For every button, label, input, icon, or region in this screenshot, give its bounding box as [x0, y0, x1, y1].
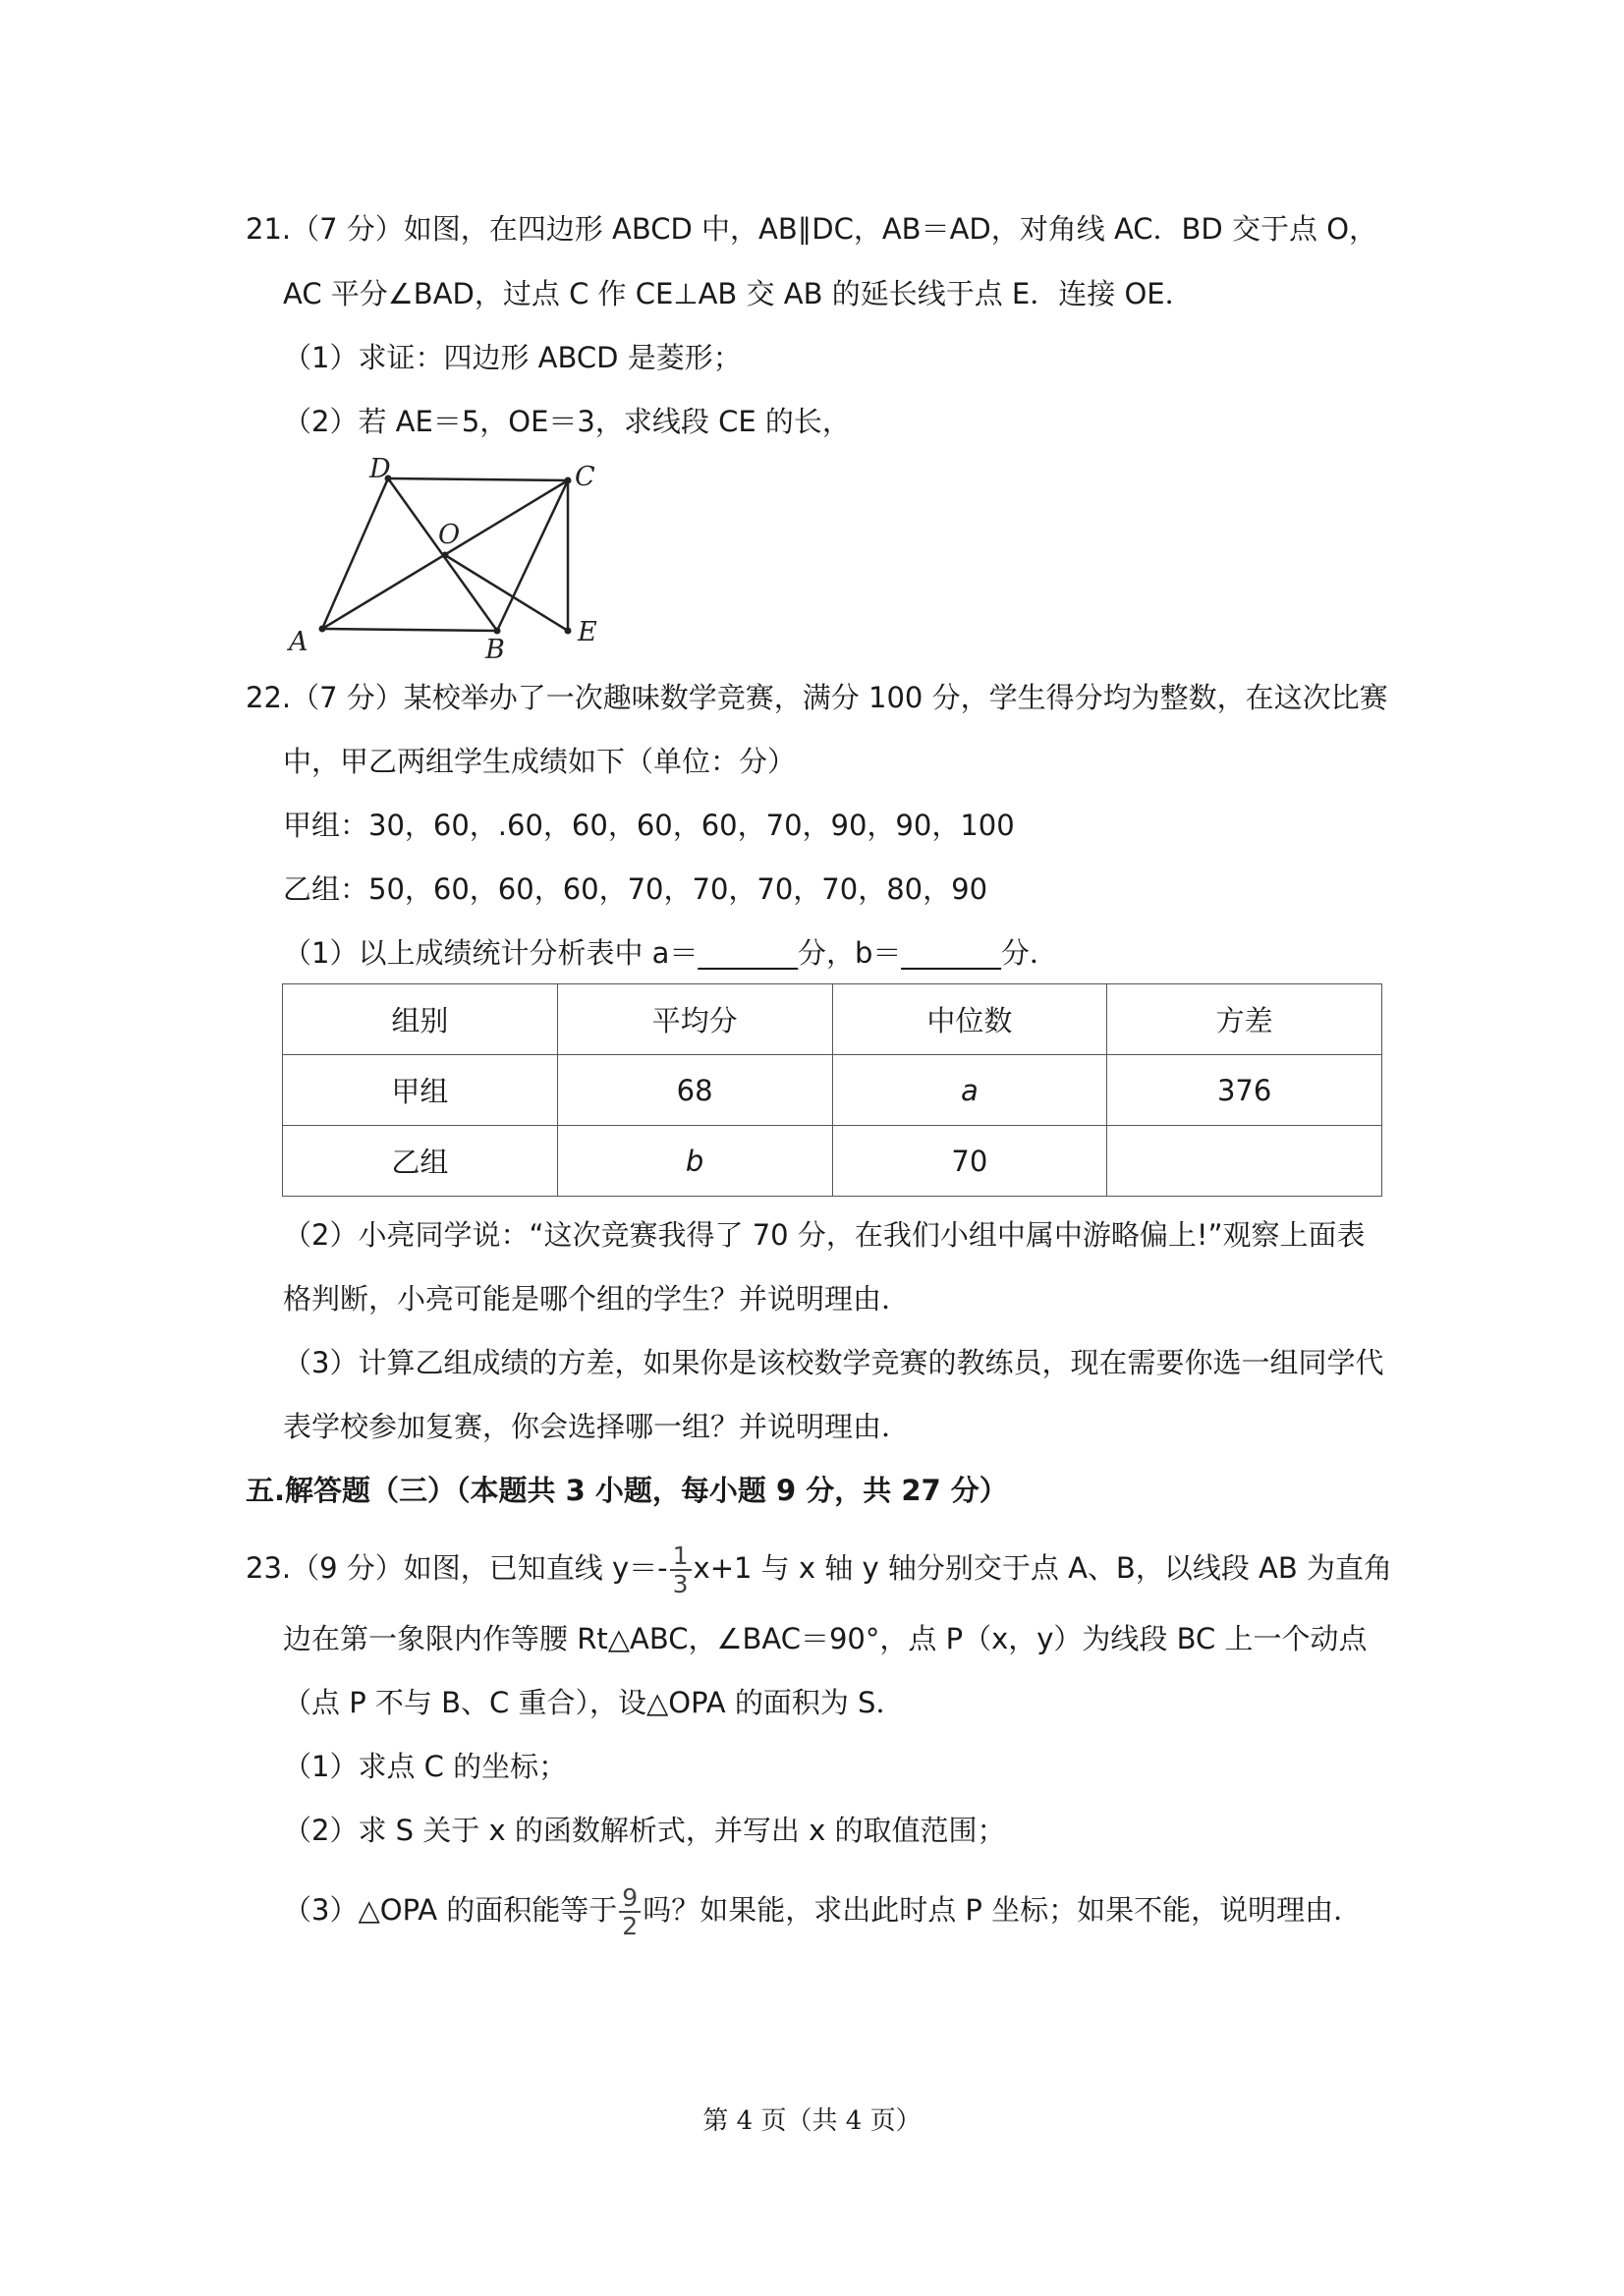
section5-title: 五.解答题（三）（本题共 3 小题，每小题 9 分，共 27 分） [246, 1474, 1008, 1507]
table-cell: a [832, 1055, 1107, 1126]
q22-part3-line1: （3）计算乙组成绩的方差，如果你是该校数学竞赛的教练员，现在需要你选一组同学代 [283, 1346, 1384, 1379]
fraction-nine-halves [619, 1884, 641, 1939]
segment-oe [445, 555, 568, 631]
point-a [319, 626, 326, 633]
table-cell: 376 [1107, 1055, 1382, 1126]
table-row [283, 1055, 1382, 1126]
q23-line1-post: x+1 与 x 轴 y 轴分别交于点 A、B，以线段 AB 为直角 [693, 1551, 1392, 1585]
segment-ae [322, 629, 497, 631]
point-c [565, 477, 572, 484]
q21-line2: AC 平分∠BAD，过点 C 作 CE⊥AB 交 AB 的延长线于点 E．连接 OE． [283, 277, 1194, 310]
q22-stats-table [282, 983, 1382, 1197]
q22-part2-line2: 格判断，小亮可能是哪个组的学生？并说明理由． [283, 1282, 911, 1316]
q23-part3-pre: （3）△OPA 的面积能等于 [283, 1893, 618, 1927]
q22-part2-line1: （2）小亮同学说：“这次竞赛我得了 70 分，在我们小组中属中游略偏上!”观察上面表 [283, 1218, 1366, 1252]
point-o [442, 552, 449, 559]
segment-dc [388, 478, 568, 480]
q23-part1: （1）求点 C 的坐标； [283, 1750, 568, 1783]
table-cell: 乙组 [283, 1126, 558, 1197]
table-header-row [283, 984, 1382, 1055]
frac-denominator: 3 [672, 1570, 689, 1598]
q21-part1: （1）求证：四边形 ABCD 是菱形； [283, 341, 742, 374]
table-row [283, 1126, 1382, 1197]
table-cell [1107, 1126, 1382, 1197]
frac-numerator: 1 [670, 1542, 692, 1571]
frac-denominator: 2 [622, 1912, 639, 1940]
q23-line3: （点 P 不与 B、C 重合），设△OPA 的面积为 S． [283, 1686, 905, 1719]
label-a: A [289, 627, 308, 657]
label-d: D [369, 454, 391, 484]
table-cell: b [557, 1126, 832, 1197]
label-c: C [575, 462, 595, 492]
point-e [565, 628, 572, 635]
table-header-cell: 方差 [1107, 984, 1382, 1055]
table-header-cell: 平均分 [557, 984, 832, 1055]
q22-line2: 中，甲乙两组学生成绩如下（单位：分） [283, 745, 797, 778]
segment-ad [322, 478, 388, 629]
fraction-one-third [670, 1542, 692, 1597]
frac-numerator: 9 [619, 1884, 641, 1913]
q22-group-a-scores: 甲组：30，60，.60，60，60，60，70，90，90，100 [283, 809, 1015, 842]
q23-part3 [283, 1884, 1362, 1939]
q22-line1: 22.（7 分）某校举办了一次趣味数学竞赛，满分 100 分，学生得分均为整数，在这次比赛 [246, 681, 1388, 714]
q22-group-b-scores: 乙组：50，60，60，60，70，70，70，70，80，90 [283, 872, 988, 906]
point-b [494, 628, 501, 635]
table-cell: 甲组 [283, 1055, 558, 1126]
label-e: E [578, 617, 597, 647]
q21-part2: （2）若 AE＝5，OE＝3，求线段 CE 的长， [283, 405, 851, 438]
table-header-cell: 组别 [283, 984, 558, 1055]
table-cell: 68 [557, 1055, 832, 1126]
q23-line1 [246, 1542, 1392, 1597]
q22-part1: （1）以上成绩统计分析表中 a＝_______分，b＝_______分． [283, 936, 1058, 970]
table-cell: 70 [832, 1126, 1107, 1197]
label-b: B [485, 635, 505, 665]
table-header-cell: 中位数 [832, 984, 1107, 1055]
q22-part3-line2: 表学校参加复赛，你会选择哪一组？并说明理由． [283, 1410, 911, 1443]
label-o: O [438, 520, 461, 550]
q23-part3-post: 吗？如果能，求出此时点 P 坐标；如果不能，说明理由． [643, 1893, 1363, 1927]
q21-rhombus-figure [275, 447, 619, 673]
q23-part2: （2）求 S 关于 x 的函数解析式，并写出 x 的取值范围； [283, 1814, 1006, 1847]
page-footer: 第 4 页（共 4 页） [702, 2106, 922, 2136]
q21-line1: 21.（7 分）如图，在四边形 ABCD 中，AB∥DC，AB＝AD，对角线 AC．BD 交于点 O， [246, 212, 1378, 246]
q23-line1-pre: 23.（9 分）如图，已知直线 y＝- [246, 1551, 668, 1585]
q23-line2: 边在第一象限内作等腰 Rt△ABC，∠BAC＝90°，点 P（x，y）为线段 BC 上一个动点 [283, 1622, 1368, 1655]
